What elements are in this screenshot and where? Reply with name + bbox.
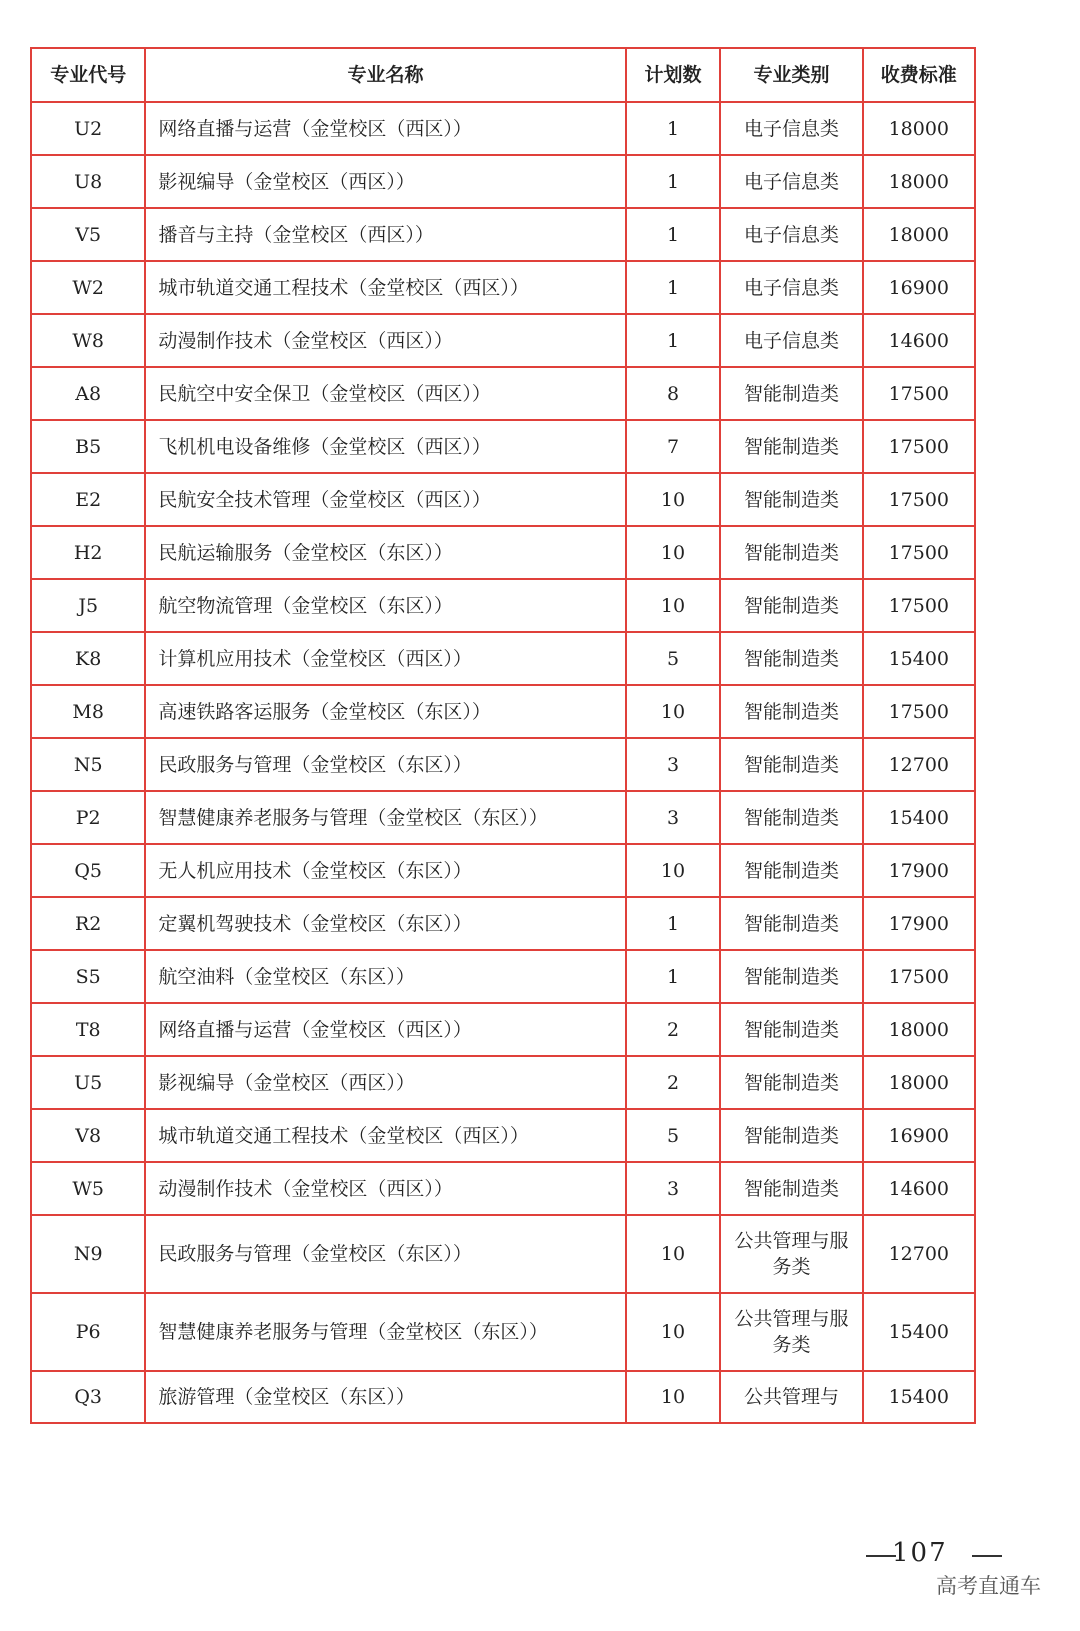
cell-fee: 15400 [863, 632, 975, 685]
cell-name: 民政服务与管理（金堂校区（东区）） [145, 738, 625, 791]
cell-code: K8 [31, 632, 145, 685]
cell-category: 公共管理与 [720, 1371, 862, 1423]
cell-code: W8 [31, 314, 145, 367]
cell-category: 电子信息类 [720, 102, 862, 155]
cell-code: H2 [31, 526, 145, 579]
table-row [31, 1293, 975, 1371]
cell-name: 飞机机电设备维修（金堂校区（西区）） [145, 420, 625, 473]
table-row [31, 473, 975, 526]
cell-name: 动漫制作技术（金堂校区（西区）） [145, 314, 625, 367]
table-row [31, 367, 975, 420]
cell-name: 网络直播与运营（金堂校区（西区）） [145, 1003, 625, 1056]
cell-name: 智慧健康养老服务与管理（金堂校区（东区）） [145, 791, 625, 844]
cell-name: 播音与主持（金堂校区（西区）） [145, 208, 625, 261]
cell-fee: 15400 [863, 1371, 975, 1423]
cell-plan: 10 [626, 579, 721, 632]
cell-category: 电子信息类 [720, 261, 862, 314]
cell-category: 电子信息类 [720, 155, 862, 208]
cell-plan: 1 [626, 950, 721, 1003]
cell-name: 旅游管理（金堂校区（东区）） [145, 1371, 625, 1423]
cell-plan: 3 [626, 738, 721, 791]
cell-fee: 17500 [863, 950, 975, 1003]
cell-category: 智能制造类 [720, 950, 862, 1003]
footer-dash-right [972, 1555, 1002, 1557]
cell-name: 动漫制作技术（金堂校区（西区）） [145, 1162, 625, 1215]
table-row [31, 632, 975, 685]
cell-name: 城市轨道交通工程技术（金堂校区（西区）） [145, 261, 625, 314]
table-row [31, 1109, 975, 1162]
table-row [31, 579, 975, 632]
cell-code: E2 [31, 473, 145, 526]
cell-code: A8 [31, 367, 145, 420]
cell-code: M8 [31, 685, 145, 738]
cell-name: 影视编导（金堂校区（西区）） [145, 1056, 625, 1109]
cell-category: 智能制造类 [720, 685, 862, 738]
cell-category: 智能制造类 [720, 1056, 862, 1109]
cell-plan: 10 [626, 526, 721, 579]
cell-plan: 5 [626, 632, 721, 685]
cell-name: 网络直播与运营（金堂校区（西区）） [145, 102, 625, 155]
cell-fee: 18000 [863, 1056, 975, 1109]
cell-category: 智能制造类 [720, 473, 862, 526]
cell-plan: 1 [626, 314, 721, 367]
cell-fee: 14600 [863, 1162, 975, 1215]
cell-plan: 2 [626, 1003, 721, 1056]
table-row [31, 1371, 975, 1423]
cell-plan: 10 [626, 685, 721, 738]
table-row [31, 526, 975, 579]
cell-name: 无人机应用技术（金堂校区（东区）） [145, 844, 625, 897]
table-row [31, 950, 975, 1003]
cell-code: J5 [31, 579, 145, 632]
cell-code: R2 [31, 897, 145, 950]
cell-code: U8 [31, 155, 145, 208]
cell-plan: 3 [626, 1162, 721, 1215]
cell-name: 智慧健康养老服务与管理（金堂校区（东区）） [145, 1293, 625, 1371]
cell-plan: 10 [626, 473, 721, 526]
watermark-text: 高考直通车 [936, 1574, 1041, 1598]
cell-code: N5 [31, 738, 145, 791]
cell-category: 智能制造类 [720, 579, 862, 632]
header-fee: 收费标准 [863, 48, 975, 102]
cell-name: 航空物流管理（金堂校区（东区）） [145, 579, 625, 632]
table-row [31, 1162, 975, 1215]
cell-fee: 18000 [863, 208, 975, 261]
cell-category: 智能制造类 [720, 738, 862, 791]
cell-name: 民航安全技术管理（金堂校区（西区）） [145, 473, 625, 526]
cell-plan: 1 [626, 897, 721, 950]
table-row [31, 155, 975, 208]
cell-category: 智能制造类 [720, 791, 862, 844]
cell-category: 智能制造类 [720, 844, 862, 897]
cell-plan: 10 [626, 1371, 721, 1423]
cell-plan: 8 [626, 367, 721, 420]
cell-category: 智能制造类 [720, 897, 862, 950]
cell-fee: 15400 [863, 1293, 975, 1371]
table-body [31, 102, 975, 1423]
cell-name: 航空油料（金堂校区（东区）） [145, 950, 625, 1003]
cell-category: 公共管理与服务类 [720, 1215, 862, 1293]
cell-plan: 10 [626, 1215, 721, 1293]
cell-fee: 15400 [863, 791, 975, 844]
cell-code: V5 [31, 208, 145, 261]
table-row [31, 314, 975, 367]
page-number: 107 [892, 1538, 948, 1568]
table-row [31, 261, 975, 314]
cell-fee: 16900 [863, 1109, 975, 1162]
cell-category: 电子信息类 [720, 314, 862, 367]
table-row [31, 208, 975, 261]
header-name: 专业名称 [145, 48, 625, 102]
cell-fee: 17900 [863, 844, 975, 897]
cell-code: P6 [31, 1293, 145, 1371]
cell-code: Q5 [31, 844, 145, 897]
cell-category: 智能制造类 [720, 367, 862, 420]
cell-category: 智能制造类 [720, 420, 862, 473]
cell-fee: 18000 [863, 102, 975, 155]
cell-fee: 12700 [863, 738, 975, 791]
cell-plan: 2 [626, 1056, 721, 1109]
cell-plan: 5 [626, 1109, 721, 1162]
cell-code: U2 [31, 102, 145, 155]
cell-code: U5 [31, 1056, 145, 1109]
cell-code: T8 [31, 1003, 145, 1056]
cell-plan: 1 [626, 208, 721, 261]
cell-category: 电子信息类 [720, 208, 862, 261]
cell-category: 智能制造类 [720, 632, 862, 685]
cell-category: 智能制造类 [720, 1162, 862, 1215]
cell-name: 民航空中安全保卫（金堂校区（西区）） [145, 367, 625, 420]
cell-plan: 10 [626, 844, 721, 897]
cell-category: 智能制造类 [720, 1109, 862, 1162]
table-header-row [31, 48, 975, 102]
cell-code: S5 [31, 950, 145, 1003]
cell-plan: 3 [626, 791, 721, 844]
cell-code: Q3 [31, 1371, 145, 1423]
cell-fee: 17500 [863, 367, 975, 420]
table-row [31, 791, 975, 844]
table-row [31, 1056, 975, 1109]
cell-plan: 1 [626, 261, 721, 314]
cell-fee: 16900 [863, 261, 975, 314]
cell-name: 城市轨道交通工程技术（金堂校区（西区）） [145, 1109, 625, 1162]
majors-table [30, 47, 976, 1424]
cell-code: W5 [31, 1162, 145, 1215]
header-plan: 计划数 [626, 48, 721, 102]
cell-code: B5 [31, 420, 145, 473]
table-row [31, 102, 975, 155]
cell-name: 影视编导（金堂校区（西区）） [145, 155, 625, 208]
cell-name: 计算机应用技术（金堂校区（西区）） [145, 632, 625, 685]
cell-code: N9 [31, 1215, 145, 1293]
cell-category: 智能制造类 [720, 1003, 862, 1056]
cell-fee: 17900 [863, 897, 975, 950]
cell-fee: 17500 [863, 685, 975, 738]
cell-plan: 10 [626, 1293, 721, 1371]
table-row [31, 420, 975, 473]
cell-fee: 17500 [863, 420, 975, 473]
table-row [31, 685, 975, 738]
header-code: 专业代号 [31, 48, 145, 102]
cell-fee: 18000 [863, 155, 975, 208]
table-row [31, 1215, 975, 1293]
cell-plan: 1 [626, 102, 721, 155]
cell-fee: 18000 [863, 1003, 975, 1056]
cell-name: 民航运输服务（金堂校区（东区）） [145, 526, 625, 579]
cell-plan: 7 [626, 420, 721, 473]
table-row [31, 897, 975, 950]
cell-fee: 17500 [863, 579, 975, 632]
table-row [31, 738, 975, 791]
table-row [31, 844, 975, 897]
cell-name: 民政服务与管理（金堂校区（东区）） [145, 1215, 625, 1293]
cell-fee: 14600 [863, 314, 975, 367]
cell-category: 智能制造类 [720, 526, 862, 579]
cell-category: 公共管理与服务类 [720, 1293, 862, 1371]
header-category: 专业类别 [720, 48, 862, 102]
cell-name: 高速铁路客运服务（金堂校区（东区）） [145, 685, 625, 738]
cell-fee: 12700 [863, 1215, 975, 1293]
cell-fee: 17500 [863, 473, 975, 526]
cell-fee: 17500 [863, 526, 975, 579]
cell-plan: 1 [626, 155, 721, 208]
cell-code: W2 [31, 261, 145, 314]
cell-code: P2 [31, 791, 145, 844]
cell-code: V8 [31, 1109, 145, 1162]
cell-name: 定翼机驾驶技术（金堂校区（东区）） [145, 897, 625, 950]
table-row [31, 1003, 975, 1056]
